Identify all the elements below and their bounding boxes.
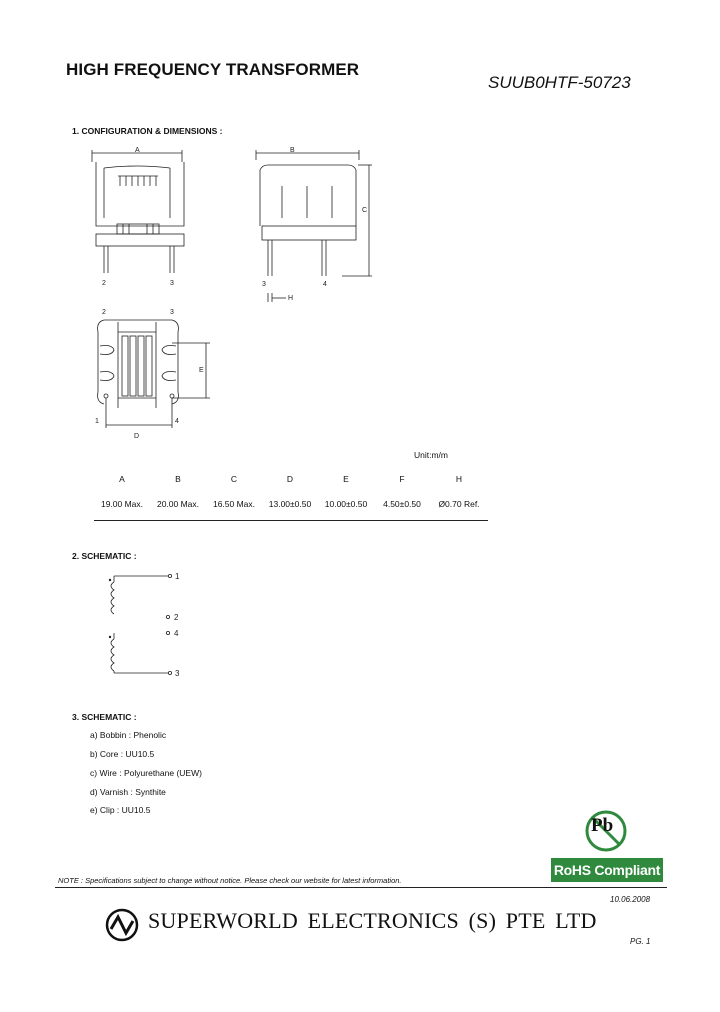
company-name: SUPERWORLD ELECTRONICS (S) PTE LTD (148, 908, 597, 933)
table-header: F (399, 474, 405, 484)
top-view-drawing (98, 320, 210, 428)
top-pin-1: 1 (95, 418, 99, 425)
document-title: HIGH FREQUENCY TRANSFORMER (66, 60, 360, 79)
material-item: c) Wire : Polyurethane (UEW) (90, 768, 202, 778)
section-schematic-heading: 2. SCHEMATIC : (72, 551, 137, 561)
table-cell: 19.00 Max. (94, 488, 150, 521)
document-date: 10.06.2008 (610, 895, 651, 904)
material-item: b) Core : UU10.5 (90, 749, 155, 759)
company-logo-icon (104, 907, 140, 943)
table-cell: Ø0.70 Ref. (430, 488, 488, 521)
schematic-diagram (90, 565, 200, 690)
dim-label-d: D (134, 433, 140, 440)
table-header: B (175, 474, 181, 484)
dim-label-a: A (135, 147, 140, 154)
section-configuration-heading: 1. CONFIGURATION & DIMENSIONS : (72, 126, 223, 136)
pb-symbol: Pb (591, 815, 614, 836)
table-cell: 16.50 Max. (206, 488, 262, 521)
page-number: PG. 1 (630, 937, 651, 946)
schematic-pin-2: 2 (174, 613, 179, 622)
material-item: a) Bobbin : Phenolic (90, 730, 167, 740)
top-pin-3: 3 (170, 309, 174, 316)
table-header: A (119, 474, 125, 484)
front-pin-3: 3 (170, 280, 174, 287)
dim-label-b: B (290, 147, 295, 154)
material-item: d) Varnish : Synthite (90, 787, 166, 797)
schematic-pin-1: 1 (175, 572, 180, 581)
table-header: H (455, 474, 463, 484)
table-cell: 13.00±0.50 (262, 488, 318, 521)
schematic-pin-3: 3 (175, 669, 180, 678)
material-item: e) Clip : UU10.5 (90, 805, 151, 815)
section-materials-heading: 3. SCHEMATIC : (72, 712, 137, 722)
side-view-drawing (256, 150, 372, 302)
side-pin-3: 3 (262, 281, 266, 288)
front-pin-2: 2 (102, 280, 106, 287)
top-pin-2: 2 (102, 309, 106, 316)
table-header: E (343, 474, 349, 484)
schematic-pin-4: 4 (174, 629, 179, 638)
dim-label-e: E (199, 367, 204, 374)
table-cell: 20.00 Max. (150, 488, 206, 521)
table-row (94, 488, 488, 521)
dimensions-table (94, 470, 488, 521)
top-pin-4: 4 (175, 418, 179, 425)
table-cell: 4.50±0.50 (374, 488, 430, 521)
table-header: C (230, 474, 238, 484)
dim-label-c: C (362, 207, 368, 214)
table-header: D (286, 474, 294, 484)
dim-label-h: H (288, 295, 294, 302)
front-view-drawing (92, 150, 184, 273)
footer-divider (55, 887, 667, 888)
side-pin-4: 4 (323, 281, 327, 288)
table-cell: 10.00±0.50 (318, 488, 374, 521)
unit-label: Unit:m/m (414, 450, 448, 460)
table-header-row (94, 470, 488, 488)
rohs-compliant-badge: RoHS Compliant (551, 858, 663, 882)
part-number: SUUB0HTF-50723 (488, 73, 631, 92)
specification-note: NOTE : Specifications subject to change without notice. Please check our website for latest information. (58, 876, 402, 885)
